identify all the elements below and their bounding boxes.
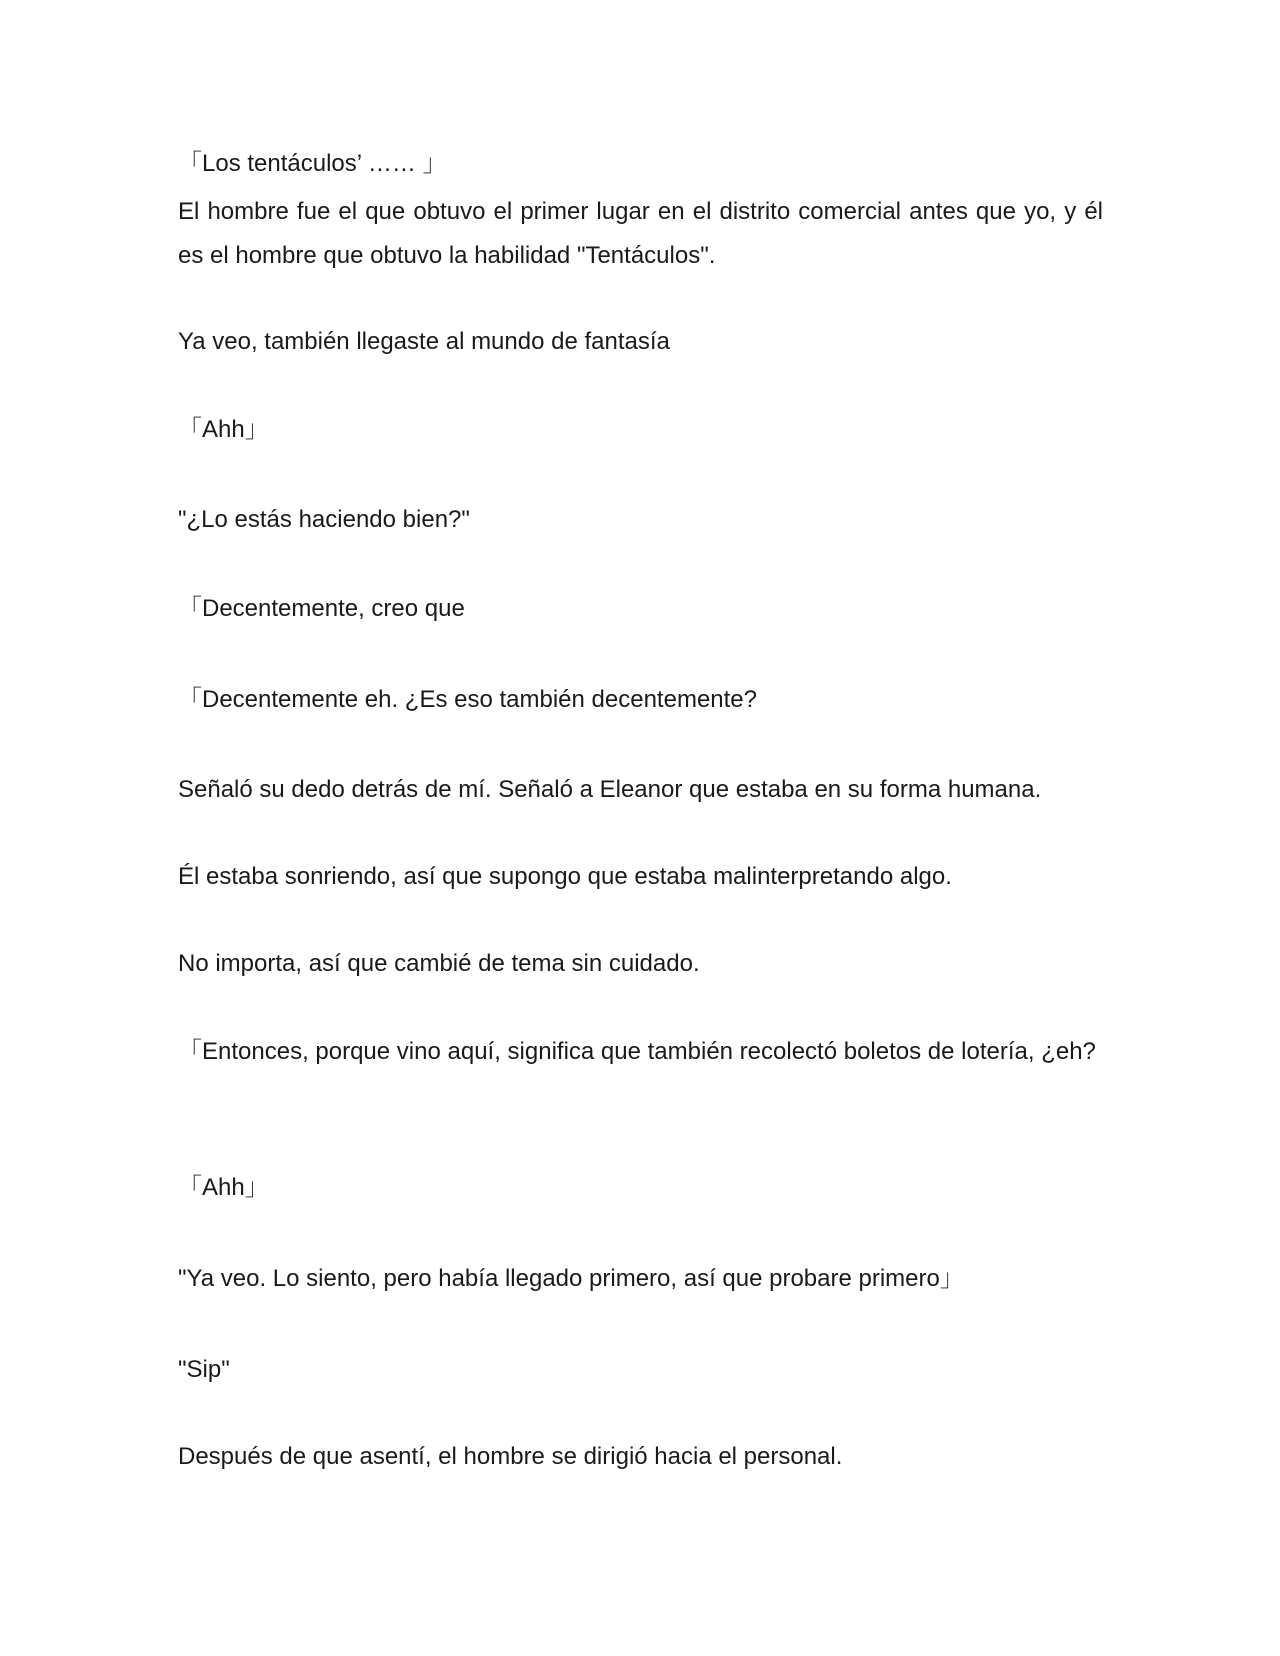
paragraph-11: 「Entonces, porque vino aquí, significa que también recolectó boletos de lotería, ¿eh? [178, 1038, 1096, 1065]
paragraph-6: 「Decentemente, creo que [178, 595, 465, 622]
paragraph-8: Señaló su dedo detrás de mí. Señaló a Eleanor que estaba en su forma humana. [178, 776, 1042, 803]
paragraph-3: Ya veo, también llegaste al mundo de fantasía [178, 328, 670, 355]
paragraph-10: No importa, así que cambié de tema sin cuidado. [178, 950, 700, 977]
paragraph-13: "Ya veo. Lo siento, pero había llegado primero, así que probare primero」 [178, 1265, 964, 1292]
paragraph-1: 「Los tentáculos’ …… 」 [178, 150, 447, 177]
paragraph-9: Él estaba sonriendo, así que supongo que estaba malinterpretando algo. [178, 863, 952, 890]
paragraph-15: Después de que asentí, el hombre se dirigió hacia el personal. [178, 1443, 843, 1470]
paragraph-4: 「Ahh」 [178, 416, 269, 443]
paragraph-12: 「Ahh」 [178, 1174, 269, 1201]
paragraph-14: "Sip" [178, 1356, 230, 1383]
paragraph-2: El hombre fue el que obtuvo el primer lugar en el distrito comercial antes que yo, y él es el hombre que obtuvo la habilidad "Tentáculos". [178, 198, 1103, 269]
paragraph-5: "¿Lo estás haciendo bien?" [178, 506, 470, 533]
paragraph-7: 「Decentemente eh. ¿Es eso también decentemente? [178, 686, 757, 713]
